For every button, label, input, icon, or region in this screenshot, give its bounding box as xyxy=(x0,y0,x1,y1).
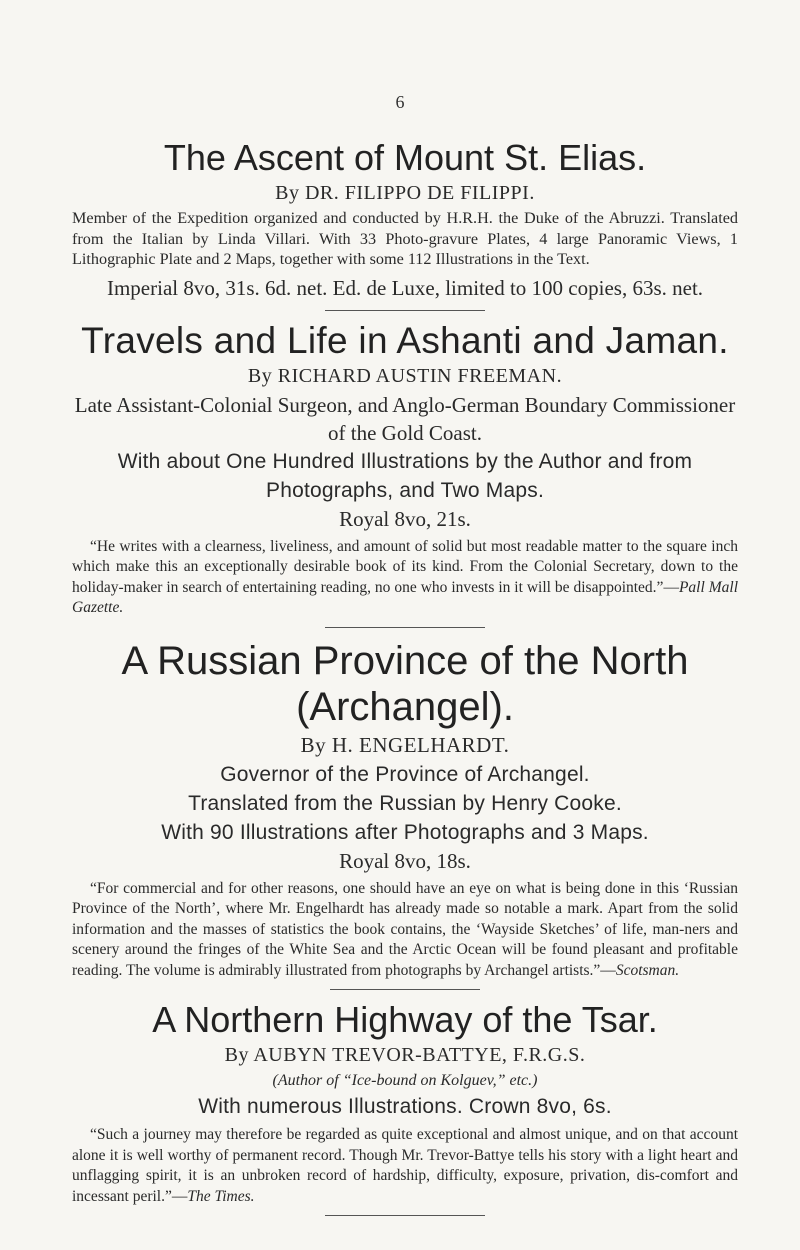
review-quote xyxy=(72,537,738,619)
book-entry-mount-st-elias xyxy=(72,138,738,302)
book-illustrations: With about One Hundred Illustrations by the Author and from Photographs, and Two Maps. xyxy=(117,449,693,502)
review-source: The Times. xyxy=(187,1187,255,1205)
book-price: Royal 8vo, 21s. xyxy=(339,506,471,531)
review-quote-text: “For commercial and for other reasons, one should have an eye on what is being done in this ‘Russian Province of the North’, where Mr. Engelhardt has already made so notable a mark. Apart from the solid information and the masses of statistics the book contains, the ‘Wayside Sketches’ of life, man-ners and scenery around the fringes of the White Sea and the Arctic Ocean will be found pleasant and profitable reading. The volume is admirably illustrated from photographs by Archangel artists.”— xyxy=(72,879,738,979)
book-title: A Northern Highway of the Tsar. xyxy=(152,999,658,1040)
divider-rule xyxy=(325,1215,485,1216)
review-quote-text: “Such a journey may therefore be regarded as quite exceptional and almost unique, and on that account alone it is well worthy of permanent record. Though Mr. Trevor-Battye tells his story with a light heart and unflagging spirit, it is an unbroken record of hardship, difficulty, exposure, privation, dis-comfort and incessant peril.”— xyxy=(72,1126,738,1205)
book-price: Imperial 8vo, 31s. 6d. net. Ed. de Luxe, limited to 100 copies, 63s. net. xyxy=(106,275,704,300)
divider-rule xyxy=(325,310,485,311)
book-entry-ashanti-jaman xyxy=(72,321,738,619)
book-title-line-2: (Archangel). xyxy=(296,684,514,729)
book-author-credentials: Late Assistant-Colonial Surgeon, and Anglo-German Boundary Commissioner of the Gold Coast. xyxy=(74,392,736,445)
catalogue-page xyxy=(72,138,738,1226)
book-illustrations-price: With numerous Illustrations. Crown 8vo, 6s. xyxy=(198,1095,612,1118)
divider-rule xyxy=(325,627,485,628)
book-illustrations: With 90 Illustrations after Photographs and 3 Maps. xyxy=(161,820,649,844)
book-entry-russian-province xyxy=(72,638,738,982)
book-title: The Ascent of Mount St. Elias. xyxy=(163,137,647,178)
book-author-credentials: Governor of the Province of Archangel. xyxy=(220,762,590,786)
book-price: Royal 8vo, 18s. xyxy=(339,848,471,873)
review-source: Scotsman. xyxy=(615,961,680,979)
book-author: By DR. FILIPPO DE FILIPPI. xyxy=(275,182,535,204)
page-number: 6 xyxy=(395,92,405,112)
review-quote xyxy=(72,1125,738,1207)
book-title-line-1: A Russian Province of the North xyxy=(121,638,689,683)
book-author: By AUBYN TREVOR-BATTYE, F.R.G.S. xyxy=(224,1044,586,1066)
book-title: Travels and Life in Ashanti and Jaman. xyxy=(81,319,729,361)
book-description: Member of the Expedition organized and conducted by H.R.H. the Duke of the Abruzzi. Translated from the Italian by Linda Villari. With 33 Photo-gravure Plates, 4 large Panoramic Views, 1 Lithographic Plate and 2 Maps, together with some 112 Illustrations in the Text. xyxy=(72,209,738,268)
book-entry-northern-highway xyxy=(72,1000,738,1207)
review-quote xyxy=(72,879,738,982)
review-source: Pall Mall Gazette. xyxy=(72,578,738,616)
book-translator: Translated from the Russian by Henry Cooke. xyxy=(188,791,622,815)
review-quote-text: “He writes with a clearness, liveliness, and amount of solid but most readable matter to the square inch which make this an exceptionally desirable book of its kind. From the Colonial Secretary, down to the holiday-maker in search of entertaining reading, no one who invests in it will be disappointed.”— xyxy=(72,537,738,596)
book-author: By H. ENGELHARDT. xyxy=(300,732,510,757)
book-author-note: (Author of “Ice-bound on Kolguev,” etc.) xyxy=(272,1072,538,1089)
divider-rule xyxy=(330,989,480,990)
book-author: By RICHARD AUSTIN FREEMAN. xyxy=(247,364,563,387)
